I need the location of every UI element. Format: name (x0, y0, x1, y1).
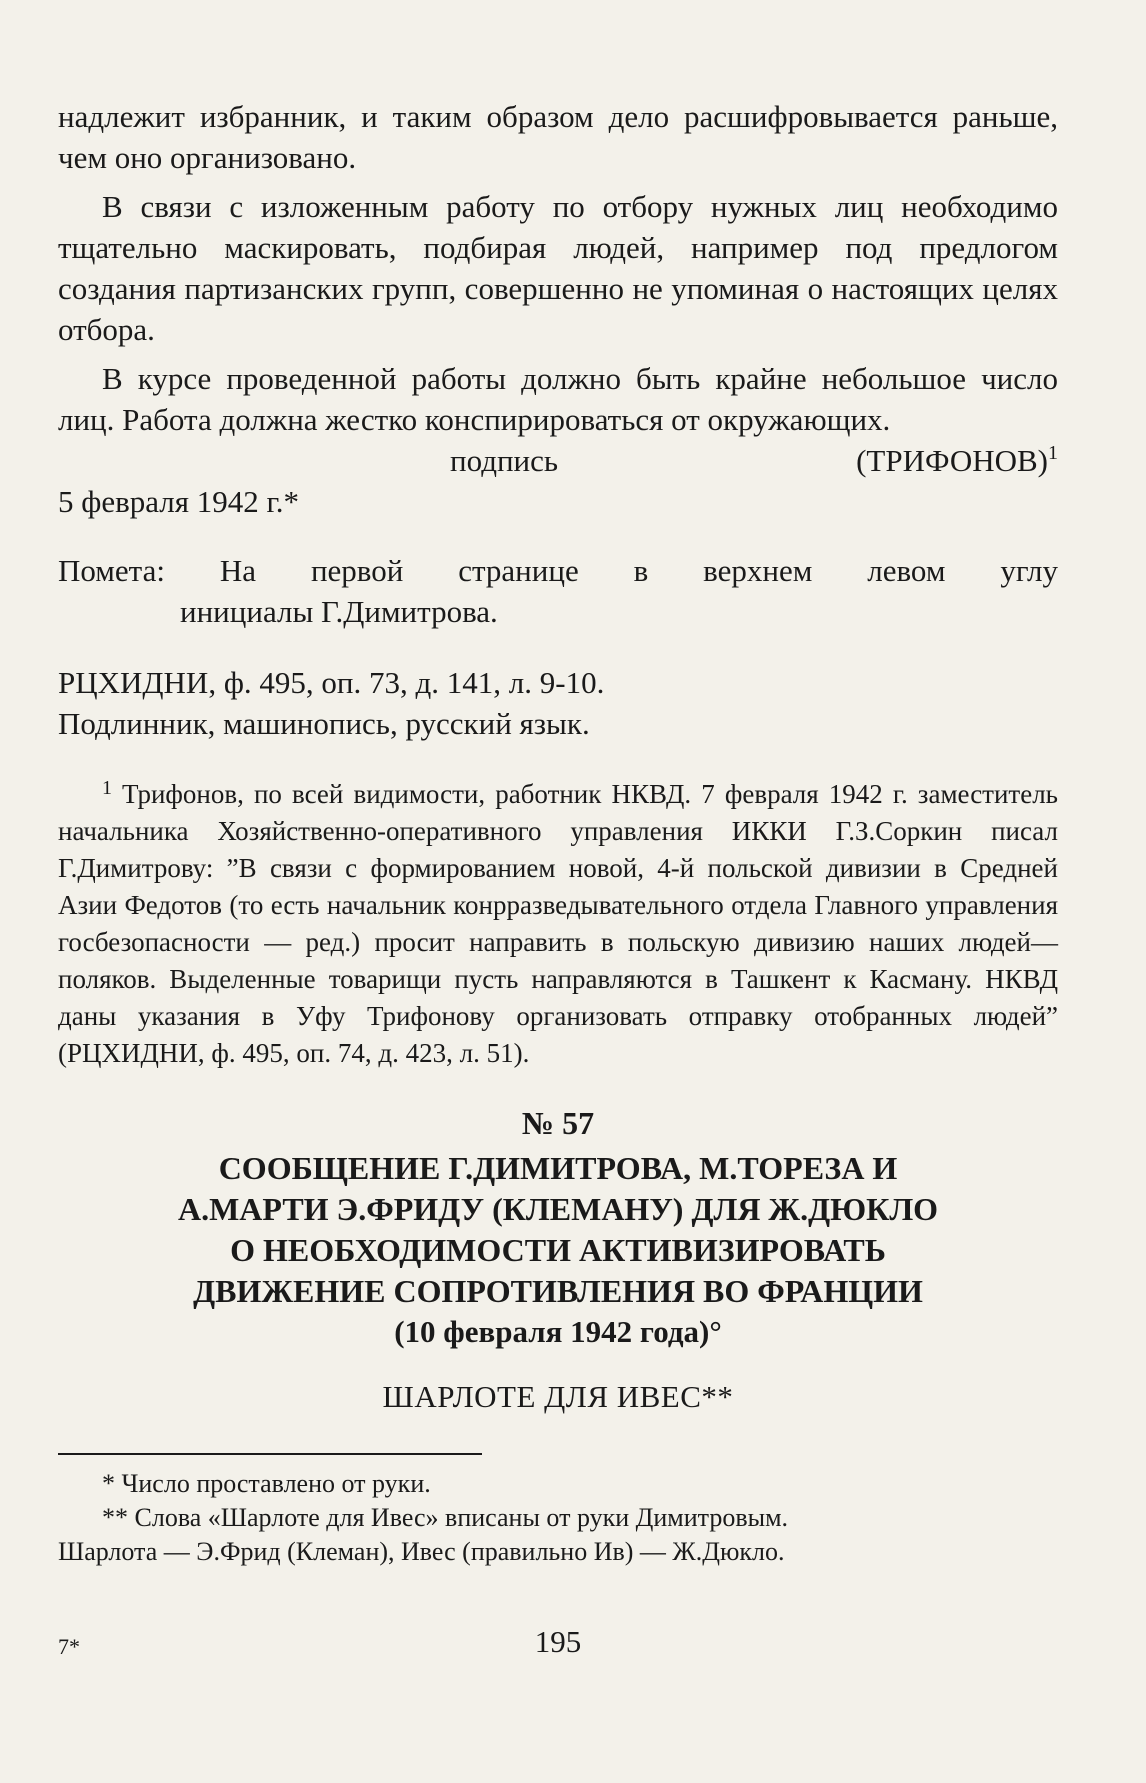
document-title-line-3: О НЕОБХОДИМОСТИ АКТИВИЗИРОВАТЬ (230, 1232, 886, 1268)
footnote-mark: 1 (102, 777, 112, 799)
star-note-3: Шарлота — Э.Фрид (Клеман), Ивес (правильно Ив) — Ж.Дюкло. (58, 1537, 785, 1566)
paragraph-2: В связи с изложенным работу по отбору нужных лиц необходимо тщательно маскировать, подбирая людей, например под предлогом создания партизанских групп, совершенно не упоминая о настоящих целях отбора. (58, 189, 1058, 347)
document-title-date: (10 февраля 1942 года)° (394, 1314, 722, 1349)
footnote-text: Трифонов, по всей видимости, работник НКВД. 7 февраля 1942 г. заместитель начальника Хозяйственно-оперативного управления ИККИ Г.З.Соркин писал Г.Димитрову: ”В связи с формированием новой, 4-й польской дивизии в Средней Азии Федотов (то есть начальник конрразведывательного отдела Главного управления госбезопасности — ред.) просит направить в польскую дивизию наших людей—поляков. Выделенные товарищи пусть направляются в Ташкент к Касману. НКВД даны указания в Уфу Трифонову организовать отправку отобранных людей” (РЦХИДНИ, ф. 495, оп. 74, д. 423, л. 51). (58, 779, 1058, 1068)
signature-row (58, 440, 1058, 481)
annotation-line-2: инициалы Г.Димитрова. (180, 594, 498, 629)
salutation: ШАРЛОТЕ ДЛЯ ИВЕС** (382, 1379, 734, 1414)
annotation-note (58, 550, 1058, 632)
document-date-line: 5 февраля 1942 г.* (58, 484, 299, 519)
archive-line-2: Подлинник, машинопись, русский язык. (58, 706, 590, 741)
document-title-line-4: ДВИЖЕНИЕ СОПРОТИВЛЕНИЯ ВО ФРАНЦИИ (193, 1273, 923, 1309)
paragraph-1: надлежит избранник, и таким образом дело расшифровывается раньше, чем оно организовано. (58, 99, 1058, 175)
annotation-line-1: Помета: На первой странице в верхнем левом углу (58, 553, 1058, 588)
footnote-divider (58, 1453, 482, 1455)
document-title-line-1: СООБЩЕНИЕ Г.ДИМИТРОВА, М.ТОРЕЗА И (218, 1150, 898, 1186)
signature-mark: 7* (58, 1634, 80, 1659)
document-title (58, 1148, 1058, 1312)
signature-label: подпись (450, 443, 559, 478)
footnote-1 (58, 770, 1058, 1072)
archive-reference (58, 662, 1058, 744)
paragraph-3: В курсе проведенной работы должно быть крайне небольшое число лиц. Работа должна жестко конспирироваться от окружающих. (58, 361, 1058, 437)
page-number: 195 (534, 1624, 582, 1659)
document-page (58, 96, 1058, 1569)
star-note-1: * Число проставлено от руки. (102, 1469, 431, 1498)
signature-name-text: (ТРИФОНОВ) (856, 443, 1048, 478)
star-note-2: ** Слова «Шарлоте для Ивес» вписаны от руки Димитровым. (102, 1503, 789, 1532)
document-number: № 57 (521, 1105, 595, 1141)
signature-name (856, 440, 1058, 481)
archive-line-1: РЦХИДНИ, ф. 495, оп. 73, д. 141, л. 9-10. (58, 665, 605, 700)
page-footer (58, 1624, 1058, 1664)
document-title-line-2: А.МАРТИ Э.ФРИДУ (КЛЕМАНУ) ДЛЯ Ж.ДЮКЛО (177, 1191, 939, 1227)
footnote-ref: 1 (1048, 442, 1058, 464)
